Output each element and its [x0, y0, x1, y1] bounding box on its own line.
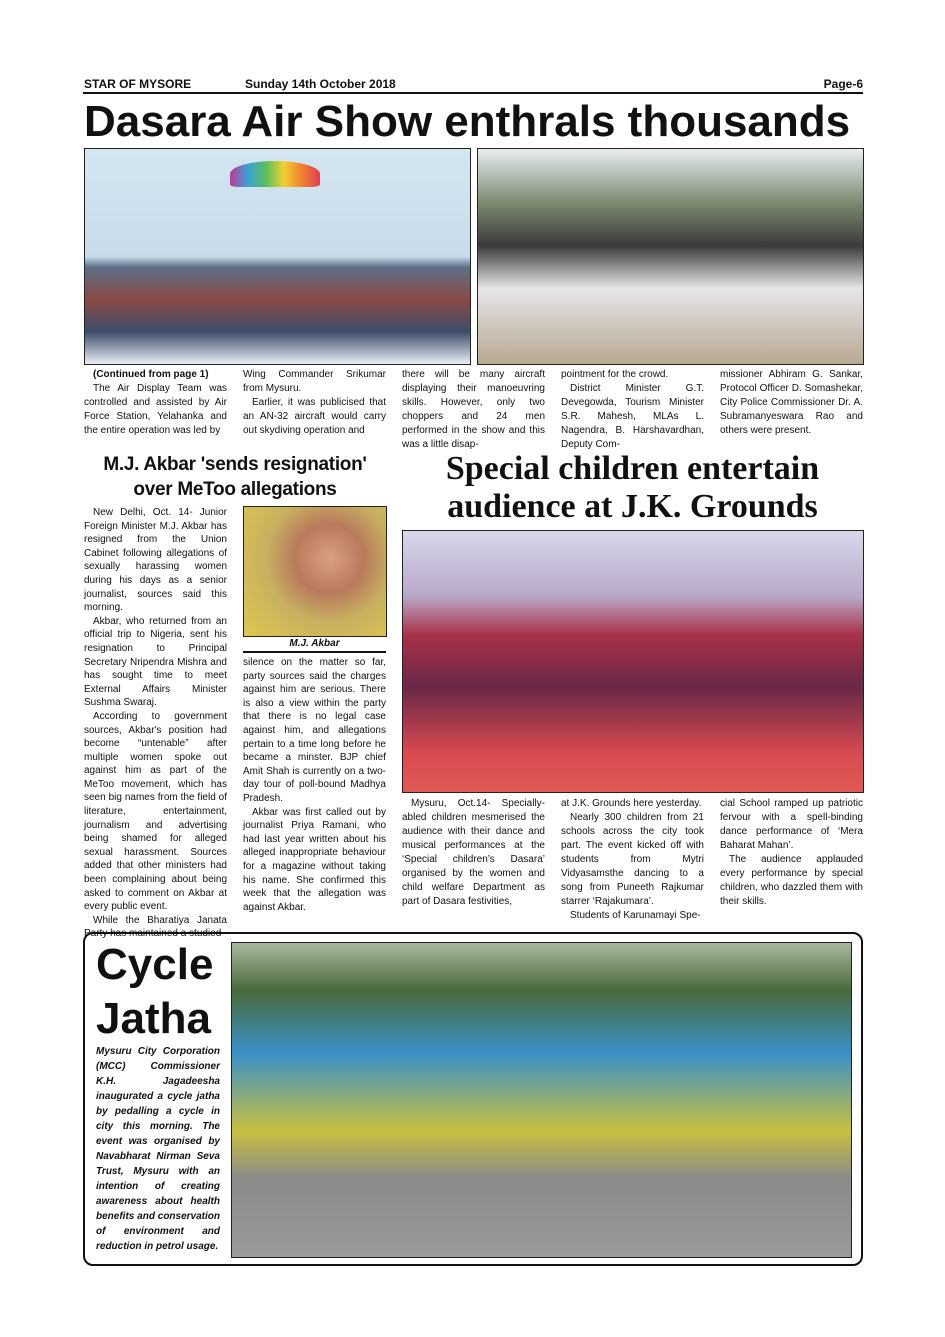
- air-show-column-4: pointment for the crowd. District Minister G.T. Devegowda, Tourism Minister S.R. Mahesh, MLAs L. Nagendra, B. Harshavardhan, Deputy Com-: [561, 369, 704, 450]
- page-number: Page-6: [823, 77, 863, 91]
- cycle-jatha-caption: Mysuru City Corporation (MCC) Commissioner K.H. Jagadeesha inaugurated a cycle jatha by pedalling a cycle in city this morning. The event was organised by Navabharat Nirman Seva Trust, Mysuru with an intention of creating awareness about health benefits and conservation of environment and reduction in petrol usage.: [96, 1046, 220, 1252]
- special-children-column-3: cial School ramped up patriotic fervour with a spell-binding dance performance of ‘Mera Baharat Mahan’. The audience applauded every performance by special children, who dazzled them with their skills.: [720, 798, 863, 907]
- parachute-icon: [230, 161, 320, 187]
- cycle-jatha-title: Cycle Jatha: [96, 940, 214, 1043]
- air-show-headline: Dasara Air Show enthrals thousands: [84, 97, 851, 146]
- akbar-column-1: New Delhi, Oct. 14- Junior Foreign Minister M.J. Akbar has resigned from the Union Cabinet following allegations of sexually harassing women during his days as a senior journalist, sources said this morning. Akbar, who returned from an official trip to Nigeria, sent his resignation to Principal Secretary Nripendra Mishra and has sought time to meet External Affairs Minister Sushma Swaraj. According to government sources, Akbar's position had become “untenable” after multiple women spoke out against him as part of the MeToo movement, which has seen big names from the field of literature, entertainment, journalism and advertising being shamed for alleged sexual harassment. Sources added that other ministers had been complaining about being asked to comment on Akbar at every public event. While the Bharatiya Janata Party has maintained a studied: [84, 507, 227, 940]
- air-show-column-3: there will be many aircraft displaying their manoeuvring skills. However, only two choppers and 24 men performed in the show and this was a little disap-: [402, 369, 545, 450]
- parachute-over-crowd-photo: [84, 148, 471, 365]
- children-dance-performance-photo: [402, 530, 864, 793]
- akbar-column-2: silence on the matter so far, party sources said the charges against him are serious. There is also a view within the party that there is no legal case against him, and allegations pertain to a time long before he became a minster. BJP chief Amit Shah is currently on a two-day tour of poll-bound Madhya Pradesh. Akbar was first called out by journalist Priya Ramani, who had last year written about his alleged inappropriate behaviour for a magazine without taking his name. She confirmed this week that the allegation was against Akbar.: [243, 657, 386, 913]
- special-children-column-1: Mysuru, Oct.14- Specially-abled children mesmerised the audience with their dance and musical performances at the ‘Special children’s Dasara’ organised by the women and child welfare Department as part of Dasara festivities,: [402, 798, 545, 907]
- special-children-column-2: at J.K. Grounds here yesterday. Nearly 300 children from 21 schools across the city took part. The event kicked off with students from Mytri Vidyasamsthe dancing to a song from Puneeth Rajkumar starrer ‘Rajakumara’. Students of Karunamayi Spe-: [561, 798, 704, 921]
- paper-name: STAR OF MYSORE: [84, 77, 192, 91]
- air-show-column-1: (Continued from page 1) The Air Display Team was controlled and assisted by Air Force Station, Yelahanka and the entire operation was led by: [84, 369, 227, 436]
- issue-date: Sunday 14th October 2018: [245, 77, 396, 91]
- air-show-column-5: missioner Abhiram G. Sankar, Protocol Officer D. Somashekar, City Police Commissioner Dr. A. Subramanyeswara Rao and others were present.: [720, 369, 863, 436]
- akbar-portrait-photo: [243, 506, 387, 637]
- caption-rule: [243, 651, 386, 653]
- air-show-column-2: Wing Commander Srikumar from Mysuru. Earlier, it was publicised that an AN-32 aircraft would carry out skydiving operation and: [243, 369, 386, 436]
- masthead-rule: [83, 92, 863, 94]
- special-children-headline: Special children entertain audience at J.K. Grounds: [445, 450, 820, 525]
- akbar-photo-caption: M.J. Akbar: [289, 638, 340, 649]
- akbar-headline: M.J. Akbar 'sends resignation' over MeToo allegations: [103, 454, 367, 500]
- cycle-rally-photo: [231, 942, 852, 1258]
- air-force-team-with-crowd-photo: [477, 148, 864, 365]
